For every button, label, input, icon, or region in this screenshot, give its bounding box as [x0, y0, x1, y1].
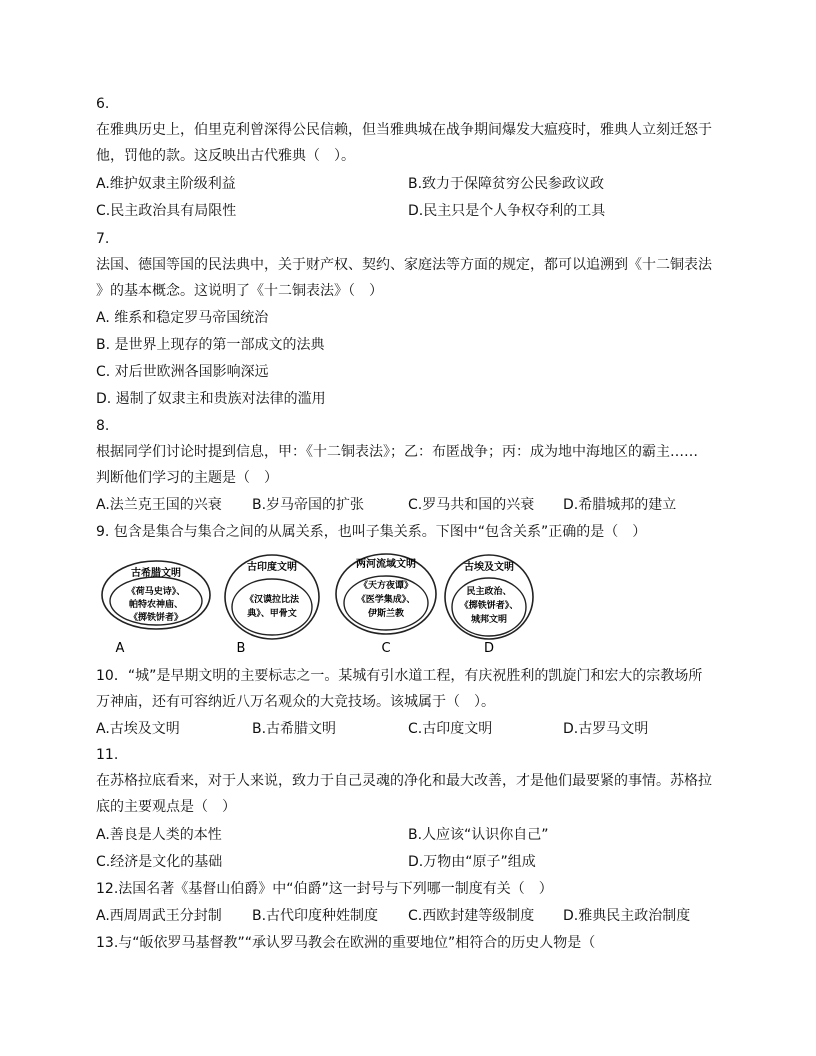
q7-stem-line1: 法国、德国等国的民法典中，关于财产权、契约、家庭法等方面的规定，都可以追溯到《十二铜表法 — [96, 257, 712, 273]
q8-option-a[interactable]: A.法兰克王国的兴衰 — [96, 497, 222, 513]
q7-stem-line2: 》的基本概念。这说明了《十二铜表法》（ ） — [96, 283, 383, 299]
q7-option-d[interactable]: D. 遏制了奴隶主和贵族对法律的滥用 — [96, 391, 326, 407]
q9-a-outer-label: 古希腊文明 — [131, 568, 181, 579]
q11-stem-line1: 在苏格拉底看来，对于人来说，致力于自己灵魂的净化和最大改善，才是他们最要紧的事情。苏格拉 — [96, 773, 712, 789]
q9-b-inner-line2: 典》、甲骨文 — [247, 609, 297, 619]
q9-d-inner-line1: 民主政治、 — [466, 587, 512, 597]
q10-option-c[interactable]: C.古印度文明 — [408, 721, 493, 737]
q9-d-inner-line2: 《掷铁饼者》、 — [459, 601, 519, 611]
q9-b-inner-line1: 《汉谟拉比法 — [244, 595, 300, 605]
q8-option-c[interactable]: C.罗马共和国的兴衰 — [408, 497, 535, 513]
q6-stem-line2: 他，罚他的款。这反映出古代雅典（ ）。 — [96, 148, 355, 164]
q8-option-d[interactable]: D.希腊城邦的建立 — [563, 497, 677, 513]
q9-a-inner-line1: 《荷马史诗》、 — [126, 587, 186, 597]
q8-option-b[interactable]: B.岁马帝国的扩张 — [252, 497, 365, 513]
q6-stem-line1: 在雅典历史上，伯里克利曾深得公民信赖，但当雅典城在战争期间爆发大瘟疫时，雅典人立刻迁怒于 — [96, 122, 712, 138]
q9-figure — [96, 552, 536, 658]
q12-option-b[interactable]: B.古代印度种姓制度 — [252, 908, 379, 924]
q9-b-outer-label: 古印度文明 — [247, 562, 297, 573]
q9-figure-b[interactable] — [225, 555, 319, 656]
q10-stem-line1: 10．“城”是早期文明的主要标志之一。某城有引水道工程，有庆祝胜利的凯旋门和宏大的宗教场所 — [96, 668, 703, 684]
q11-option-a[interactable]: A.善良是人类的本性 — [96, 827, 222, 843]
q8-stem-line1: 根据同学们讨论时提到信息，甲：《十二铜表法》；乙：布匿战争；丙：成为地中海地区的霸主…… — [96, 444, 698, 460]
q12-option-c[interactable]: C.西欧封建等级制度 — [408, 908, 535, 924]
q9-figure-a[interactable] — [102, 561, 210, 656]
q11-option-b[interactable]: B.人应该“认识你自己” — [408, 827, 549, 843]
q7-option-b[interactable]: B. 是世界上现存的第一部成文的法典 — [96, 337, 325, 353]
q9-d-letter: D — [483, 641, 495, 656]
q6-option-c[interactable]: C.民主政治具有局限性 — [96, 203, 237, 219]
q9-c-inner-line2: 《医学集成》、 — [356, 595, 416, 605]
q9-a-inner-line2: 帕特农神庙、 — [128, 600, 184, 610]
q12-option-d[interactable]: D.雅典民主政治制度 — [563, 908, 691, 924]
q11-stem-line2: 底的主要观点是（ ） — [96, 799, 236, 815]
q7-option-c[interactable]: C. 对后世欧洲各国影响深远 — [96, 364, 269, 380]
q9-c-outer-label: 两河流域文明 — [356, 559, 416, 570]
q6-number: 6. — [96, 96, 110, 112]
q6-option-b[interactable]: B.致力于保障贫穷公民参政议政 — [408, 176, 605, 192]
q9-c-letter: C — [381, 641, 391, 656]
q13-stem: 13.与“皈依罗马基督教”“承认罗马教会在欧洲的重要地位”相符合的历史人物是（ — [96, 935, 596, 951]
q10-stem-line2: 万神庙，还有可容纳近八万名观众的大竞技场。该城属于（ ）。 — [96, 694, 495, 710]
q12-option-a[interactable]: A.西周周武王分封制 — [96, 908, 222, 924]
q9-a-letter: A — [115, 641, 125, 656]
q9-b-letter: B — [236, 641, 246, 656]
q11-option-d[interactable]: D.万物由“原子”组成 — [408, 854, 536, 870]
q8-stem-line2: 判断他们学习的主题是（ ） — [96, 470, 278, 486]
q9-a-inner-line3: 《掷铁饼者》 — [128, 613, 184, 623]
q9-c-inner-line1: 《天方夜谭》 — [358, 581, 414, 591]
q7-number: 7. — [96, 231, 110, 247]
q9-figure-d[interactable] — [445, 555, 533, 656]
q7-option-a[interactable]: A. 维系和稳定罗马帝国统治 — [96, 310, 269, 326]
q9-stem: 9. 包含是集合与集合之间的从属关系，也叫子集关系。下图中“包含关系”正确的是（ ） — [96, 524, 647, 540]
q10-option-a[interactable]: A.古埃及文明 — [96, 721, 180, 737]
q9-d-outer-label: 古埃及文明 — [464, 562, 514, 573]
q9-d-inner-line3: 城邦文明 — [470, 615, 508, 625]
q11-number: 11. — [96, 747, 119, 763]
q11-option-c[interactable]: C.经济是文化的基础 — [96, 854, 223, 870]
q9-c-inner-line3: 伊斯兰教 — [367, 609, 405, 619]
q8-number: 8. — [96, 418, 110, 434]
q12-stem: 12.法国名著《基督山伯爵》中“伯爵”这一封号与下列哪一制度有关（ ） — [96, 881, 553, 897]
q6-option-d[interactable]: D.民主只是个人争权夺利的工具 — [408, 203, 606, 219]
q10-option-b[interactable]: B.古希腊文明 — [252, 721, 337, 737]
q10-option-d[interactable]: D.古罗马文明 — [563, 721, 649, 737]
q6-option-a[interactable]: A.维护奴隶主阶级利益 — [96, 176, 236, 192]
q9-figure-c[interactable] — [336, 554, 436, 656]
